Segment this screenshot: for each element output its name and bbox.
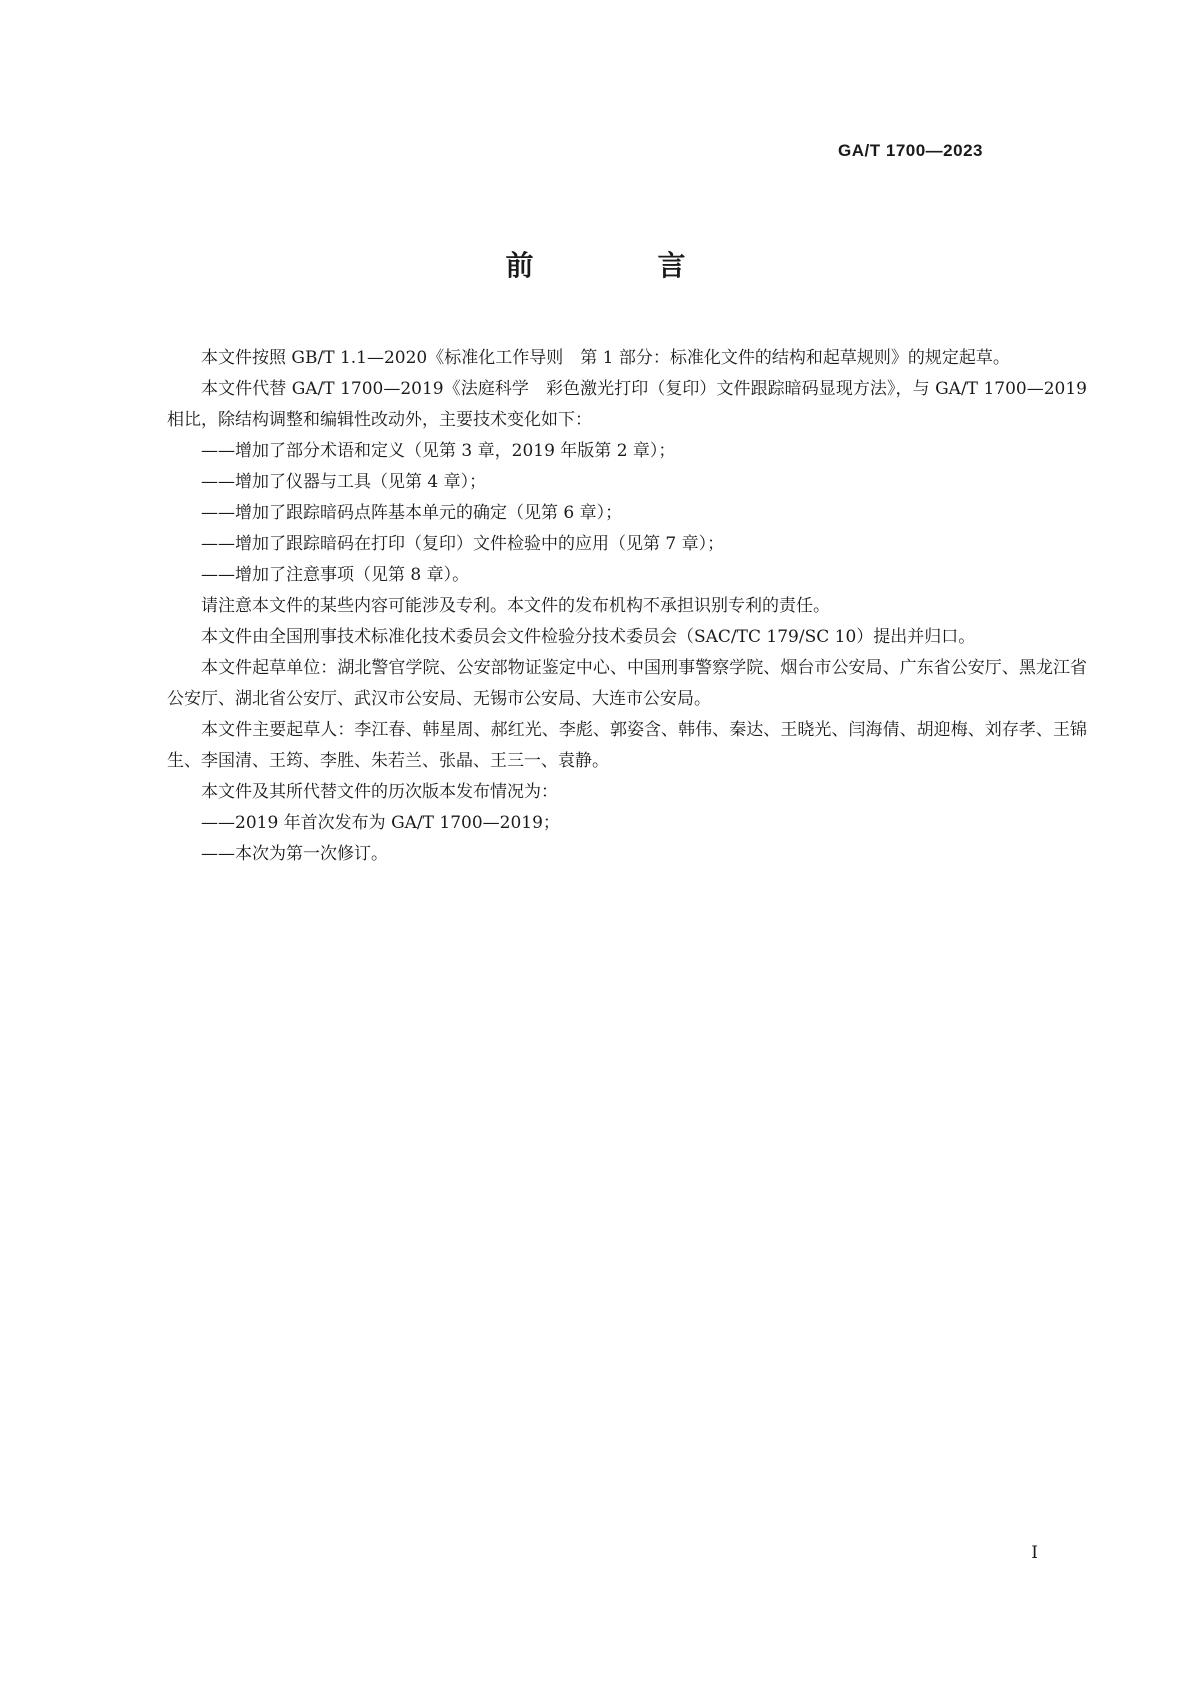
list-item: ——增加了跟踪暗码点阵基本单元的确定（见第 6 章）； — [201, 503, 623, 523]
list-item: ——本次为第一次修订。 — [201, 844, 388, 864]
list-item: ——增加了部分术语和定义（见第 3 章，2019 年版第 2 章）； — [201, 441, 676, 461]
drafting-rule-paragraph: 本文件按照 GB/T 1.1—2020《标准化工作导则 第 1 部分：标准化文件的结构和起草规则》的规定起草。 — [201, 348, 1010, 368]
standard-code: GA/T 1700—2023 — [838, 141, 983, 160]
drafters-paragraph: 本文件主要起草人：李江春、韩星周、郝红光、李彪、郭姿含、韩伟、秦达、王晓光、闫海倩、胡迎梅、刘存孝、王锦生、李国清、王筠、李胜、朱若兰、张晶、王三一、袁静。 — [167, 720, 1087, 771]
list-item: ——2019 年首次发布为 GA/T 1700—2019； — [201, 813, 560, 833]
list-item: ——增加了跟踪暗码在打印（复印）文件检验中的应用（见第 7 章）； — [201, 534, 725, 554]
page-number: I — [1031, 1543, 1038, 1563]
drafting-units-paragraph: 本文件起草单位：湖北警官学院、公安部物证鉴定中心、中国刑事警察学院、烟台市公安局、广东省公安厅、黑龙江省公安厅、湖北省公安厅、武汉市公安局、无锡市公安局、大连市公安局。 — [167, 658, 1087, 709]
version-history-paragraph: 本文件及其所代替文件的历次版本发布情况为： — [201, 782, 558, 802]
changes-list — [167, 436, 1087, 591]
list-item: ——增加了注意事项（见第 8 章）。 — [201, 565, 470, 585]
page-title: 前 言 — [505, 249, 734, 282]
list-item: ——增加了仪器与工具（见第 4 章）； — [201, 472, 487, 492]
foreword-body — [167, 343, 1087, 870]
history-list — [167, 808, 1087, 870]
proposer-paragraph: 本文件由全国刑事技术标准化技术委员会文件检验分技术委员会（SAC/TC 179/SC 10）提出并归口。 — [201, 627, 976, 647]
patent-notice-paragraph: 请注意本文件的某些内容可能涉及专利。本文件的发布机构不承担识别专利的责任。 — [201, 596, 830, 616]
replacement-paragraph: 本文件代替 GA/T 1700—2019《法庭科学 彩色激光打印（复印）文件跟踪暗码显现方法》，与 GA/T 1700—2019 相比，除结构调整和编辑性改动外，主要技术变化如下： — [167, 379, 1087, 430]
